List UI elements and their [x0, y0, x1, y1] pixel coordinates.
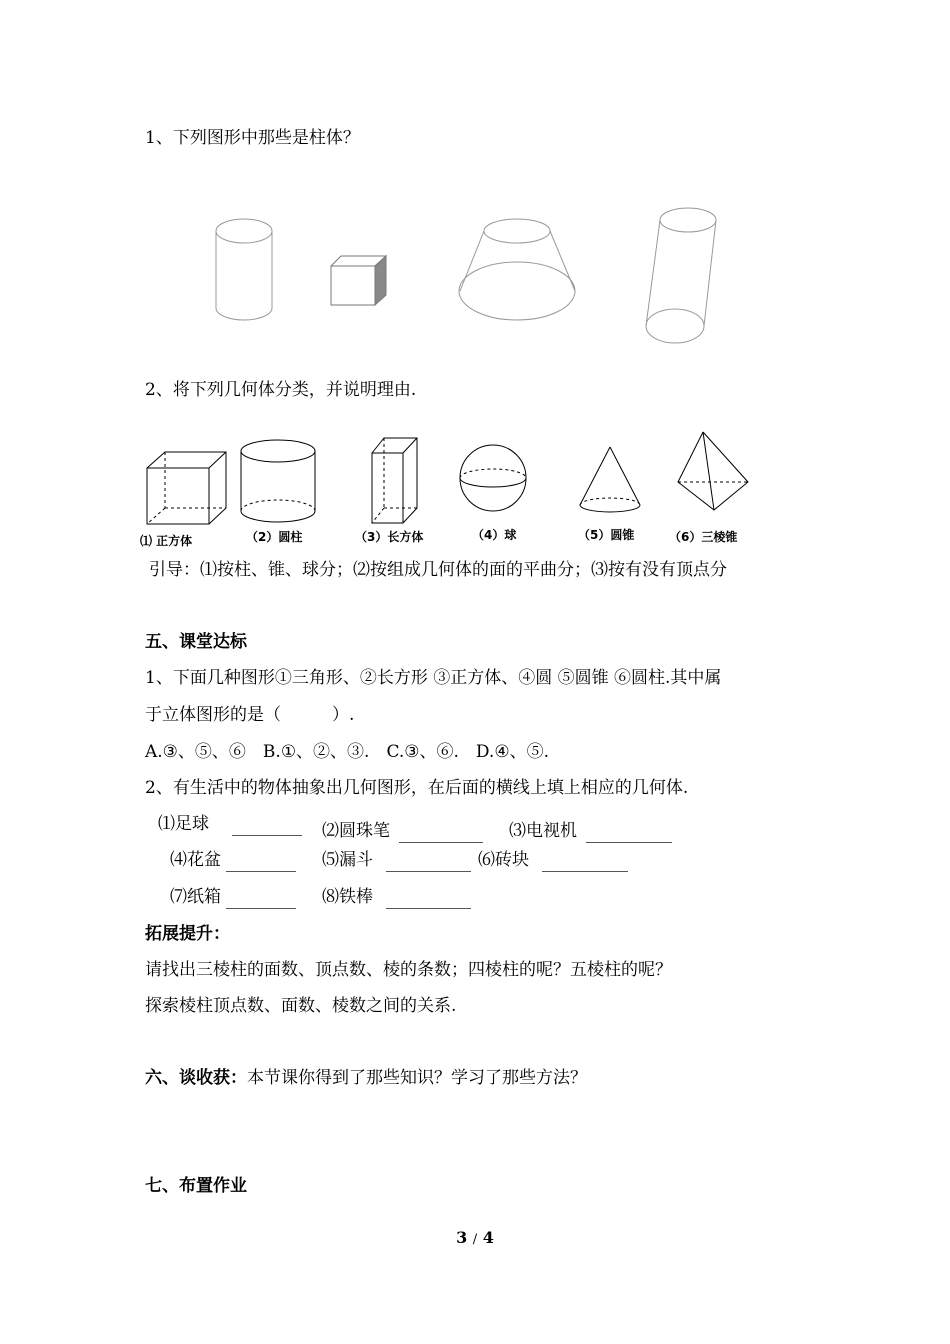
answer-blank[interactable] [386, 888, 471, 909]
caption-cube: ⑴ 正方体 [140, 534, 193, 548]
fill-item-label: ⑸漏斗 [322, 850, 373, 870]
pyramid-outline [678, 432, 748, 510]
answer-blank[interactable] [232, 815, 302, 836]
oblique-cylinder-shape [646, 208, 716, 343]
s5-question-1-line-1: 1、下面几种图形①三角形、②长方形 ③正方体、④圆 ⑤圆锥 ⑥圆柱.其中属 [145, 668, 722, 688]
question-1: 1、下列图形中那些是柱体？ [145, 128, 360, 148]
cube-shape [331, 256, 386, 305]
fill-item-brick [478, 848, 628, 872]
cuboid-outline [372, 438, 417, 523]
extension-line-1: 请找出三棱柱的面数、顶点数、棱的条数；四棱柱的呢？五棱柱的呢？ [145, 960, 672, 980]
page-current: 3 [456, 1228, 468, 1247]
section-6-text: 本节课你得到了那些知识？学习了那些方法？ [247, 1068, 587, 1088]
fill-item-pen [322, 812, 483, 843]
page-total: 4 [482, 1228, 494, 1247]
fill-item-carton [170, 885, 296, 909]
extension-line-2: 探索棱柱顶点数、面数、棱数之间的关系. [145, 996, 457, 1016]
section-6-title: 六、谈收获： [145, 1068, 247, 1088]
cone-outline [580, 447, 640, 512]
caption-cuboid: （3）长方体 [355, 530, 424, 544]
fill-item-funnel [322, 848, 471, 872]
prism-figures [200, 200, 740, 350]
page-number [0, 1228, 950, 1247]
fill-item-label: ⑻铁棒 [322, 887, 373, 907]
s5-question-1-options: A.③、⑤、⑥ B.①、②、③. C.③、⑥. D.④、⑤. [145, 742, 549, 762]
fill-item-label: ⑺纸箱 [170, 887, 221, 907]
fill-item-football [158, 812, 302, 836]
fill-item-label: ⑶电视机 [509, 821, 577, 841]
caption-cone: （5）圆锥 [578, 528, 635, 542]
fill-item-label: ⑹砖块 [478, 850, 529, 870]
answer-blank[interactable] [386, 851, 471, 872]
section-5-title: 五、课堂达标 [145, 632, 247, 652]
frustum-shape [459, 219, 575, 320]
s5-question-1-line-2: 于立体图形的是（ ）. [145, 705, 355, 725]
fill-item-label: ⑷花盆 [170, 850, 221, 870]
answer-blank[interactable] [399, 812, 483, 843]
extension-title: 拓展提升： [145, 924, 230, 944]
page-separator: / [472, 1232, 478, 1247]
cylinder-outline [241, 440, 315, 522]
fill-item-label: ⑵圆珠笔 [322, 821, 390, 841]
section-7-title: 七、布置作业 [145, 1176, 247, 1196]
cylinder-shape [216, 219, 272, 320]
solid-figures [140, 425, 760, 530]
fill-item-label: ⑴足球 [158, 814, 209, 834]
guide-text: 引导：⑴按柱、锥、球分；⑵按组成几何体的面的平曲分；⑶按有没有顶点分 [149, 560, 727, 580]
cube-outline [147, 452, 226, 524]
fill-item-tv [509, 812, 672, 843]
sphere-outline [460, 445, 526, 511]
answer-blank[interactable] [226, 851, 296, 872]
question-2: 2、将下列几何体分类，并说明理由. [145, 380, 417, 400]
caption-pyramid: （6）三棱锥 [669, 530, 738, 544]
answer-blank[interactable] [542, 851, 628, 872]
section-6 [145, 1066, 587, 1090]
caption-sphere: （4）球 [472, 528, 517, 542]
s5-question-2: 2、有生活中的物体抽象出几何图形，在后面的横线上填上相应的几何体. [145, 778, 689, 798]
fill-item-flowerpot [170, 848, 296, 872]
caption-cylinder: （2）圆柱 [246, 530, 303, 544]
fill-item-iron-rod [322, 885, 471, 909]
answer-blank[interactable] [226, 888, 296, 909]
answer-blank[interactable] [586, 812, 672, 843]
